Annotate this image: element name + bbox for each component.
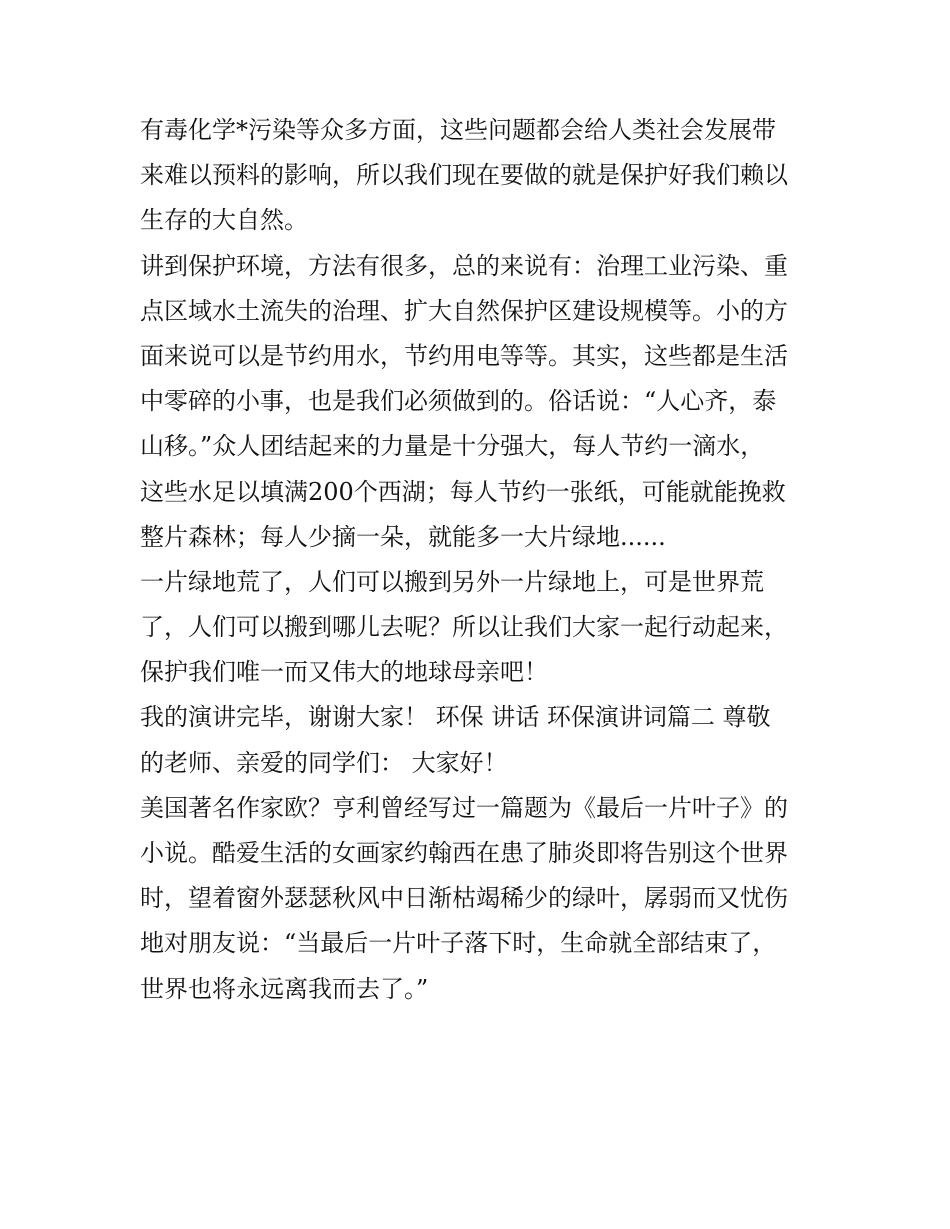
text-line: 世界也将永远离我而去了。”	[140, 974, 429, 1003]
text-line: 点区域水土流失的治理、扩大自然保护区建设规模等。小的方	[140, 296, 788, 325]
text-line: 保护我们唯一而又伟大的地球母亲吧！	[140, 658, 548, 687]
text-line: 了，人们可以搬到哪儿去呢？所以让我们大家一起行动起来，	[140, 613, 788, 642]
text-line: 中零碎的小事，也是我们必须做到的。俗话说：“人心齐，泰	[140, 387, 777, 416]
text-line: 山移。”众人团结起来的力量是十分强大，每人节约一滴水，	[140, 432, 765, 461]
text-line: 时，望着窗外瑟瑟秋风中日渐枯竭稀少的绿叶，孱弱而又忧伤	[140, 884, 788, 913]
text-line: 地对朋友说：“当最后一片叶子落下时，生命就全部结束了，	[140, 929, 777, 958]
text-line: 生存的大自然。	[140, 206, 308, 235]
text-line: 来难以预料的影响，所以我们现在要做的就是保护好我们赖以	[140, 161, 788, 190]
text-line: 的老师、亲爱的同学们： 大家好！	[140, 748, 508, 777]
text-line: 一片绿地荒了，人们可以搬到另外一片绿地上，可是世界荒	[140, 567, 764, 596]
text-line: 有毒化学*污染等众多方面，这些问题都会给人类社会发展带	[140, 116, 776, 144]
text-line: 面来说可以是节约用水，节约用电等等。其实，这些都是生活	[140, 341, 788, 370]
text-line: 讲到保护环境，方法有很多，总的来说有：治理工业污染、重	[140, 251, 788, 280]
text-line: 这些水足以填满200个西湖；每人节约一张纸，可能就能挽救	[140, 477, 786, 506]
text-line: 整片森林；每人少摘一朵，就能多一大片绿地......	[140, 522, 666, 551]
body-text	[140, 108, 820, 1012]
text-line: 美国著名作家欧？亨利曾经写过一篇题为《最后一片叶子》的	[140, 793, 788, 822]
text-line: 我的演讲完毕，谢谢大家！ 环保 讲话 环保演讲词篇二 尊敬	[140, 703, 771, 732]
text-line: 小说。酷爱生活的女画家约翰西在患了肺炎即将告别这个世界	[140, 839, 788, 867]
